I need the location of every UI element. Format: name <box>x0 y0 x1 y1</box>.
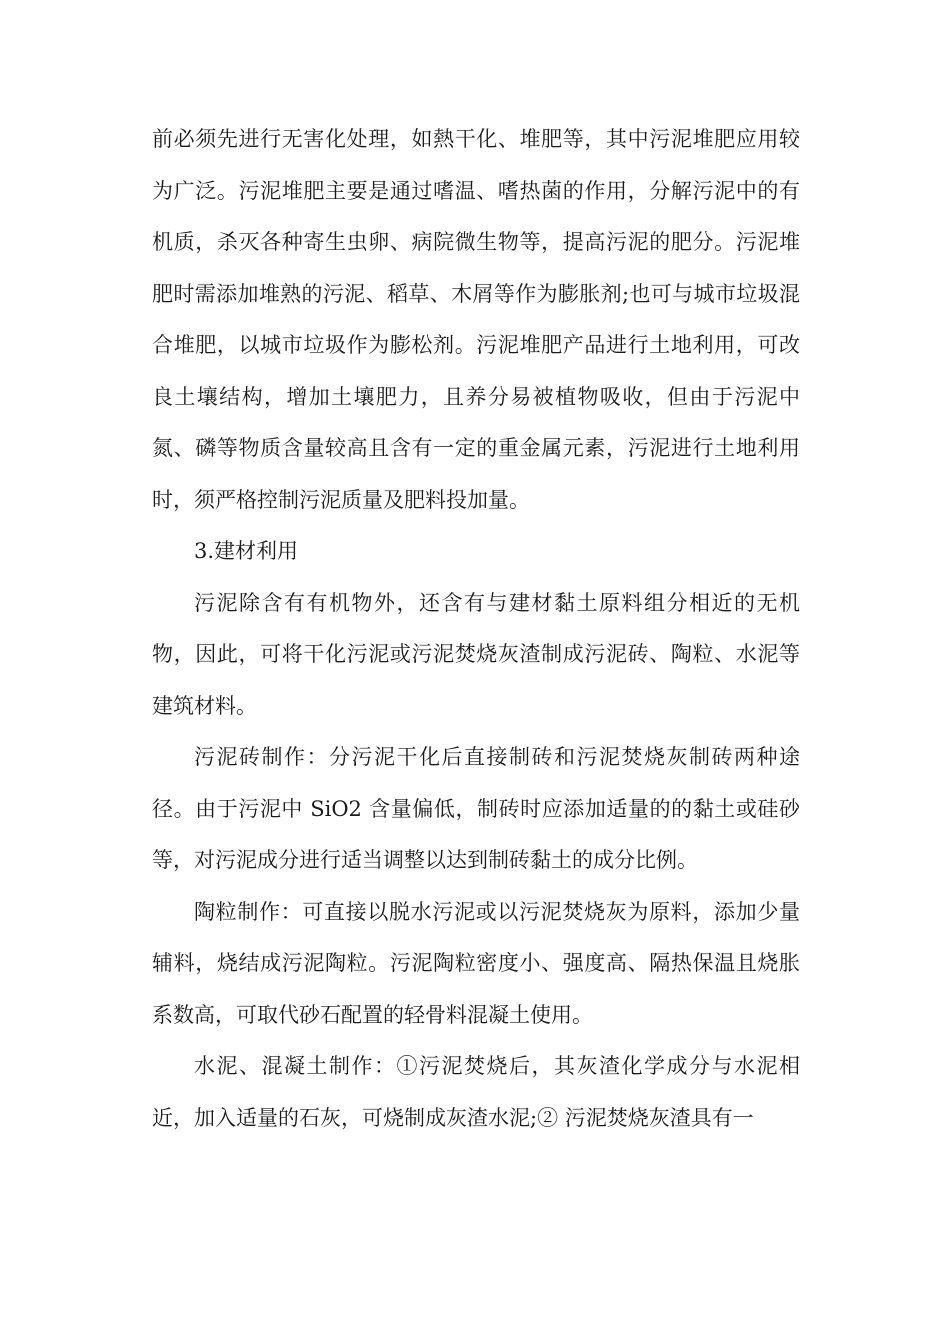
paragraph-cement-concrete: 水泥、混凝土制作：①污泥焚烧后，其灰渣化学成分与水泥相近，加入适量的石灰，可烧制成灰渣水泥;② 污泥焚烧灰渣具有一 <box>152 1054 800 1130</box>
paragraph-building-materials-intro: 污泥除含有有机物外，还含有与建材黏土原料组分相近的无机物，因此，可将干化污泥或污泥焚烧灰渣制成污泥砖、陶粒、水泥等建筑材料。 <box>152 590 800 718</box>
paragraph-composting: 前必须先进行无害化处理，如熱干化、堆肥等，其中污泥堆肥应用较为广泛。污泥堆肥主要是通过嗜温、嗜热菌的作用，分解污泥中的有机质，杀灭各种寄生虫卵、病院微生物等，提高污泥的肥分。污泥堆肥时需添加堆熟的污泥、稻草、木屑等作为膨胀剂;也可与城市垃圾混合堆肥，以城市垃圾作为膨松剂。污泥堆肥产品进行土地利用，可改良土壤结构，增加土壤肥力，且养分易被植物吸收，但由于污泥中氮、磷等物质含量较高且含有一定的重金属元素，污泥进行土地利用时，须严格控制污泥质量及肥料投加量。 <box>152 127 800 512</box>
document-body <box>152 114 800 1144</box>
paragraph-ceramsite: 陶粒制作：可直接以脱水污泥或以污泥焚烧灰为原料，添加少量辅料，烧结成污泥陶粒。污泥陶粒密度小、强度高、隔热保温且烧胀系数高，可取代砂石配置的轻骨料混凝土使用。 <box>152 899 800 1027</box>
section-heading-building-materials: 3.建材利用 <box>194 539 299 563</box>
paragraph-sludge-brick: 污泥砖制作：分污泥干化后直接制砖和污泥焚烧灰制砖两种途径。由于污泥中 SiO2 含量偏低，制砖时应添加适量的的黏土或硅砂等，对污泥成分进行适当调整以达到制砖黏土的成分比例。 <box>152 745 800 872</box>
